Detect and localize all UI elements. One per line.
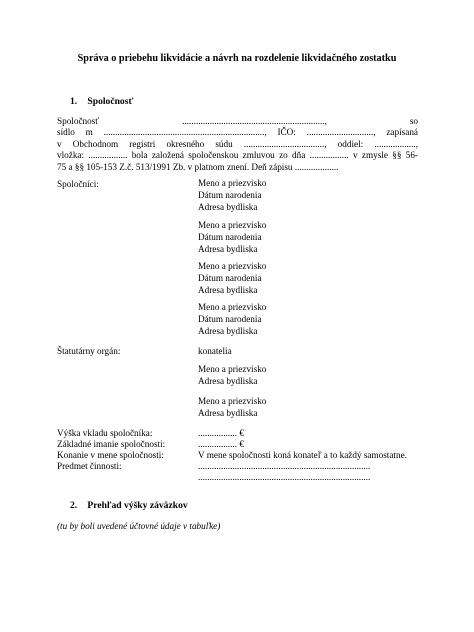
partner-name: Meno a priezvisko — [198, 261, 267, 271]
section-2-number: 2. — [70, 500, 78, 511]
partner-address: Adresa bydliska — [198, 325, 258, 336]
partner-name: Meno a priezvisko — [198, 302, 267, 312]
paragraph-line: 75 a §§ 105-153 Z.č. 513/1991 Zb. v platnom znení. Deň zápisu ................... — [57, 161, 339, 172]
partner-address: Adresa bydliska — [198, 201, 258, 212]
section-1-number: 1. — [70, 96, 78, 107]
partner-address: Adresa bydliska — [198, 284, 258, 295]
executive-address: Adresa bydliska — [198, 375, 258, 386]
partner-block — [198, 220, 266, 255]
paragraph-line: Spoločnosť .............................................................., so — [57, 116, 418, 126]
partner-block — [198, 302, 266, 337]
field-label: Základné imanie spoločnosti: — [57, 439, 166, 449]
partner-address: Adresa bydliska — [198, 243, 258, 254]
partner-name: Meno a priezvisko — [198, 220, 267, 230]
field-value: ................. € — [198, 428, 244, 438]
field-label: Predmet činnosti: — [57, 461, 122, 471]
executive-block — [198, 396, 266, 420]
field-value: V mene spoločnosti koná konateľ a to každý samostatne. — [198, 450, 407, 460]
section-2-heading — [70, 500, 188, 511]
partner-dob: Dátum narodenia — [198, 189, 262, 200]
field-value: ........................................................................... — [198, 461, 371, 471]
company-paragraph — [57, 116, 418, 173]
paragraph-line: v Obchodnom registri okresného súdu ..................................., oddiel: .................., — [57, 138, 418, 149]
field-label: Konanie v mene spoločnosti: — [57, 450, 164, 460]
executive-address: Adresa bydliska — [198, 407, 258, 418]
executive-block — [198, 364, 266, 388]
partner-dob: Dátum narodenia — [198, 272, 262, 283]
field-value-continuation: ........................................................................... — [198, 472, 371, 482]
partner-block — [198, 261, 266, 296]
statutory-value: konatelia — [198, 346, 232, 356]
partner-dob: Dátum narodenia — [198, 231, 262, 242]
partner-dob: Dátum narodenia — [198, 313, 262, 324]
paragraph-line: vložka: ................. bola založená spoločenskou zmluvou zo dňa ................. v zmysle §§ 56- — [57, 150, 418, 161]
document-title: Správa o priebehu likvidácie a návrh na rozdelenie likvidačného zostatku — [77, 53, 397, 64]
executive-name: Meno a priezvisko — [198, 396, 267, 406]
partner-block — [198, 178, 266, 213]
section-2-title: Prehľad výšky záväzkov — [87, 500, 188, 511]
section-1-heading — [70, 96, 133, 107]
field-value: ................. € — [198, 439, 244, 449]
statutory-label: Štatutárny orgán: — [57, 346, 121, 356]
partners-label: Spoločníci: — [57, 179, 99, 189]
section-2-note: (tu by boli uvedené účtovné údaje v tabuľke) — [57, 521, 221, 531]
paragraph-line: sídlo m ......................................................................, IČO: ............................., zapísaná — [57, 127, 418, 138]
field-label: Výška vkladu spoločníka: — [57, 428, 153, 438]
executive-name: Meno a priezvisko — [198, 364, 267, 374]
section-1-title: Spoločnosť — [87, 96, 134, 107]
partner-name: Meno a priezvisko — [198, 178, 267, 188]
